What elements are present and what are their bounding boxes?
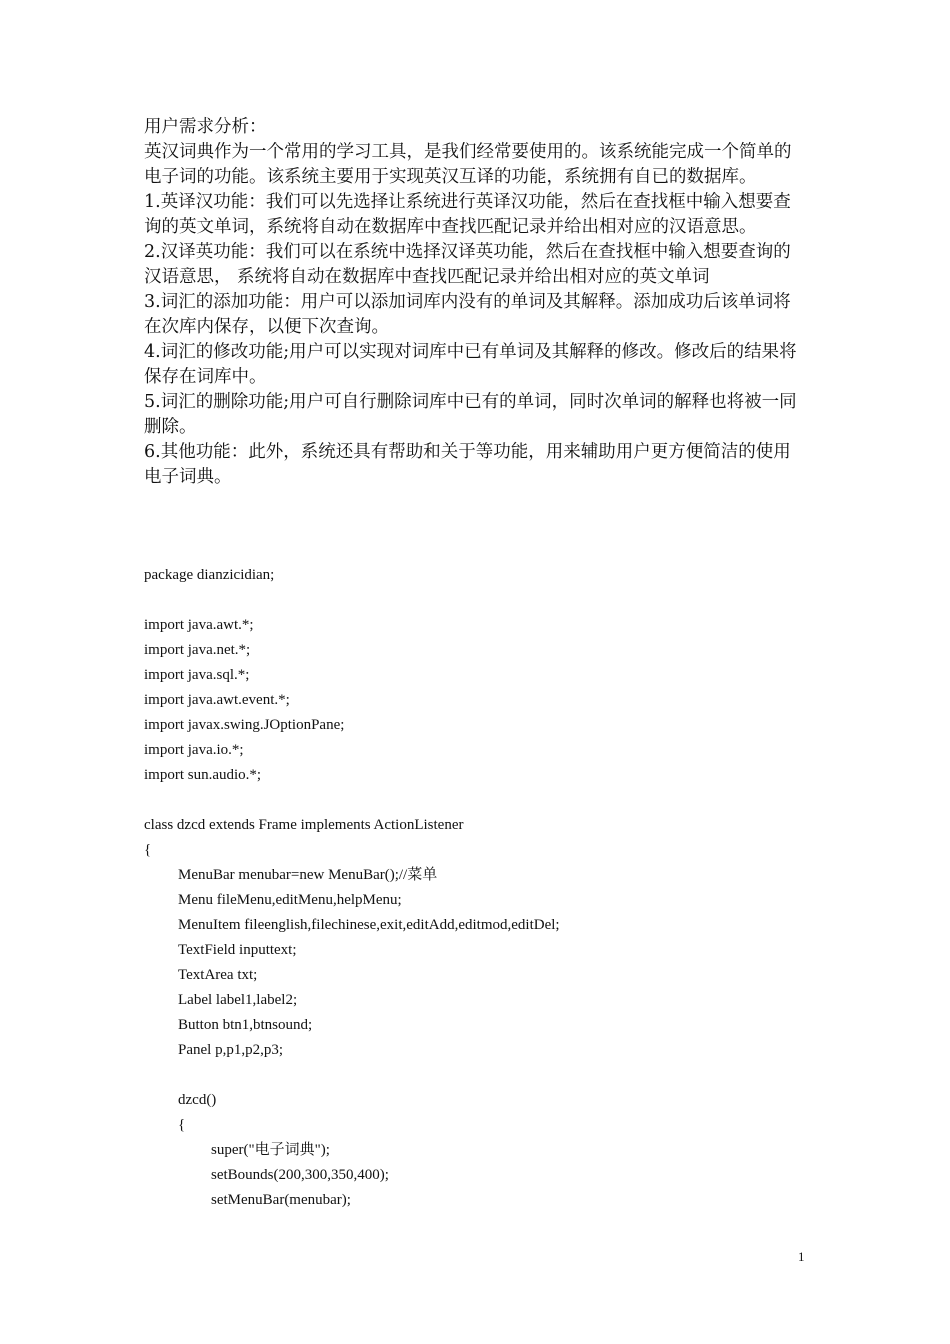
field-line: Menu fileMenu,editMenu,helpMenu; xyxy=(178,892,402,908)
class-declaration: class dzcd extends Frame implements ActionListener xyxy=(144,817,464,833)
requirement-item: 1.英译汉功能：我们可以先选择让系统进行英译汉功能，然后在查找框中输入想要查询的英文单词，系统将自动在数据库中查找匹配记录并给出相对应的汉语意思。 xyxy=(144,192,791,237)
import-line: import java.awt.event.*; xyxy=(144,692,290,708)
import-line: import java.net.*; xyxy=(144,642,251,658)
page-number: 1 xyxy=(798,1249,805,1264)
constructor-open-brace: { xyxy=(178,1117,186,1133)
import-line: import java.awt.*; xyxy=(144,617,254,633)
field-line: Panel p,p1,p2,p3; xyxy=(178,1042,283,1058)
field-line: MenuItem fileenglish,filechinese,exit,editAdd,editmod,editDel; xyxy=(178,917,560,933)
requirement-item: 5.词汇的删除功能;用户可自行删除词库中已有的单词，同时次单词的解释也将被一同删除。 xyxy=(144,392,797,437)
requirement-item: 2.汉译英功能：我们可以在系统中选择汉译英功能，然后在查找框中输入想要查询的汉语意思， 系统将自动在数据库中查找匹配记录并给出相对应的英文单词 xyxy=(144,242,791,287)
blank-line xyxy=(144,1063,824,1088)
import-line: import java.sql.*; xyxy=(144,667,250,683)
requirement-item: 3.词汇的添加功能：用户可以添加词库内没有的单词及其解释。添加成功后该单词将在次库内保存，以便下次查询。 xyxy=(144,292,791,337)
requirements-heading: 用户需求分析： xyxy=(144,117,267,137)
constructor-statement: setMenuBar(menubar); xyxy=(211,1192,351,1208)
source-code-listing xyxy=(144,563,824,1213)
constructor-signature: dzcd() xyxy=(178,1092,217,1108)
field-line: MenuBar menubar=new MenuBar();//菜单 xyxy=(178,867,438,883)
requirements-section xyxy=(144,115,808,490)
import-line: import java.io.*; xyxy=(144,742,244,758)
field-line: Button btn1,btnsound; xyxy=(178,1017,313,1033)
blank-line xyxy=(144,588,824,613)
requirements-intro: 英汉词典作为一个常用的学习工具，是我们经常要使用的。该系统能完成一个简单的电子词的功能。该系统主要用于实现英汉互译的功能，系统拥有自已的数据库。 xyxy=(144,142,792,187)
requirement-item: 4.词汇的修改功能;用户可以实现对词库中已有单词及其解释的修改。修改后的结果将保存在词库中。 xyxy=(144,342,797,387)
field-line: Label label1,label2; xyxy=(178,992,298,1008)
class-open-brace: { xyxy=(144,842,152,858)
constructor-statement: super("电子词典"); xyxy=(211,1142,330,1158)
blank-line xyxy=(144,788,824,813)
package-declaration: package dianzicidian; xyxy=(144,567,275,583)
field-line: TextArea txt; xyxy=(178,967,258,983)
import-line: import sun.audio.*; xyxy=(144,767,262,783)
constructor-statement: setBounds(200,300,350,400); xyxy=(211,1167,389,1183)
import-line: import javax.swing.JOptionPane; xyxy=(144,717,345,733)
requirement-item: 6.其他功能：此外，系统还具有帮助和关于等功能，用来辅助用户更方便简洁的使用电子词典。 xyxy=(144,442,791,487)
field-line: TextField inputtext; xyxy=(178,942,297,958)
